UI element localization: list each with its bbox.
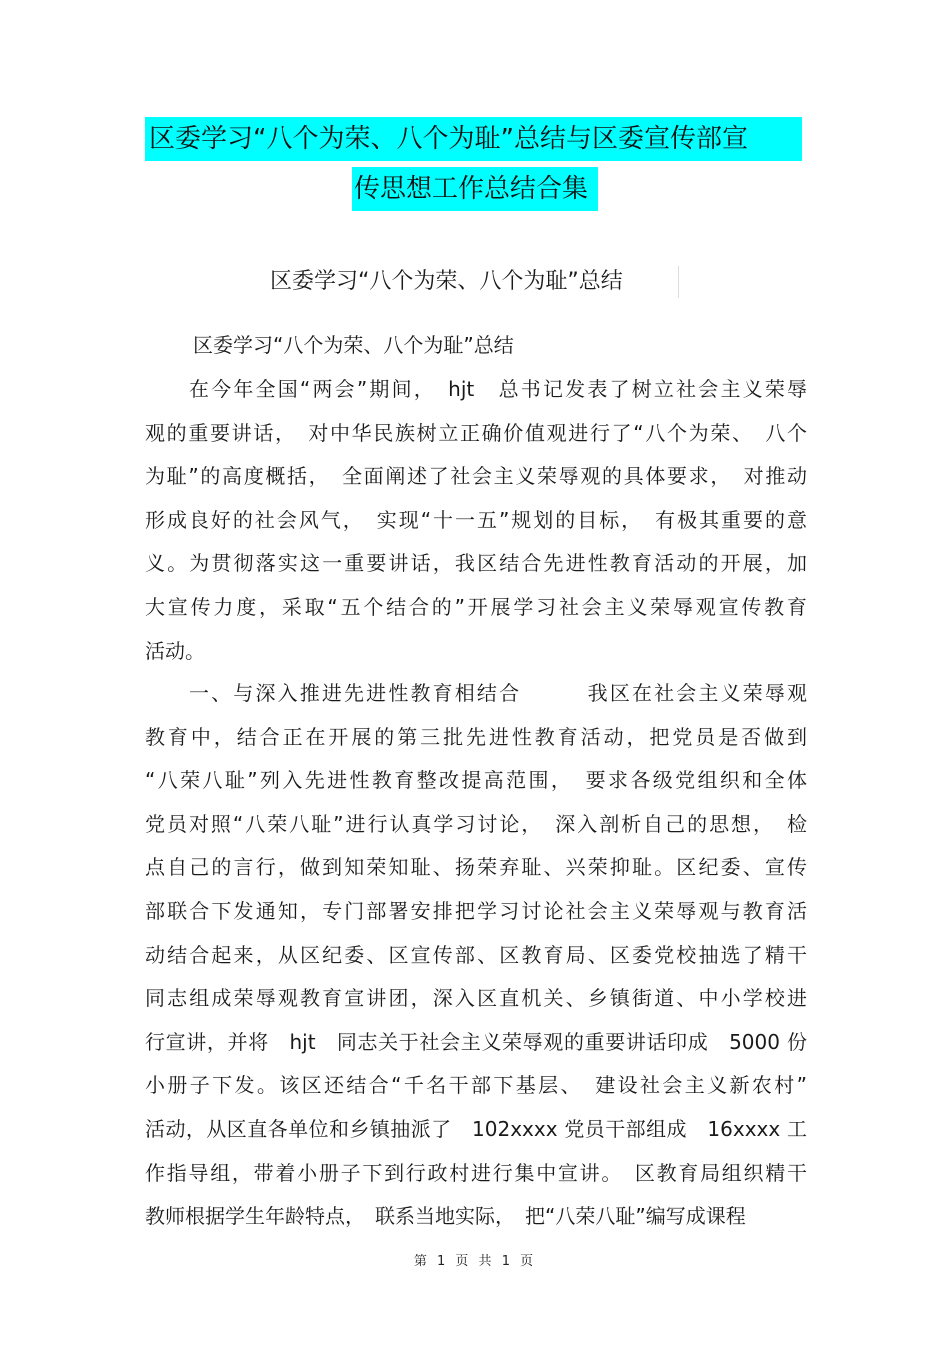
paragraph-2: [145, 672, 807, 1239]
text-line: 活动。: [145, 638, 205, 663]
text-line: 部联合下发通知，专门部署安排把学习讨论社会主义荣辱观与教育活: [145, 898, 807, 923]
document-title-line-2: 传思想工作总结合集: [352, 167, 598, 211]
text-line: 在今年全国“两会”期间， hjt 总书记发表了树立社会主义荣辱: [189, 377, 807, 401]
text-line: 一、与深入推进先进性教育相结合 我区在社会主义荣辱观: [189, 681, 807, 705]
text-line: 党员对照“八荣八耻”进行认真学习讨论， 深入剖析自己的思想， 检: [145, 811, 807, 836]
subtitle-divider: [678, 266, 679, 298]
text-line: 动结合起来，从区纪委、区宣传部、区教育局、区委党校抽选了精干: [145, 942, 807, 967]
section-heading: 区委学习“八个为荣、八个为耻”总结: [193, 333, 514, 357]
text-line: 点自己的言行，做到知荣知耻、扬荣弃耻、兴荣抑耻。区纪委、宣传: [145, 855, 807, 880]
text-line: 形成良好的社会风气， 实现“十一五”规划的目标， 有极其重要的意: [145, 507, 807, 532]
text-line: “八荣八耻”列入先进性教育整改提高范围， 要求各级党组织和全体: [145, 768, 807, 793]
text-line: 教师根据学生年龄特点， 联系当地实际， 把“八荣八耻”编写成课程: [145, 1204, 746, 1229]
text-line: 大宣传力度，采取“五个结合的”开展学习社会主义荣辱观宣传教育: [145, 594, 807, 619]
paragraph-1: [145, 368, 807, 673]
text-line: 观的重要讲话， 对中华民族树立正确价值观进行了“八个为荣、 八个: [145, 420, 807, 445]
document-subtitle: 区委学习“八个为荣、八个为耻”总结: [270, 269, 623, 294]
text-line: 为耻”的高度概括， 全面阐述了社会主义荣辱观的具体要求， 对推动: [145, 464, 807, 489]
text-line: 义。为贯彻落实这一重要讲话，我区结合先进性教育活动的开展，加: [145, 551, 807, 576]
text-line: 活动，从区直各单位和乡镇抽派了 102xxxx 党员干部组成 16xxxx 工: [145, 1116, 807, 1141]
text-line: 同志组成荣辱观教育宣讲团，深入区直机关、乡镇街道、中小学校进: [145, 986, 807, 1011]
text-line: 教育中，结合正在开展的第三批先进性教育活动，把党员是否做到: [145, 724, 807, 749]
text-line: 作指导组，带着小册子下到行政村进行集中宣讲。 区教育局组织精干: [145, 1160, 807, 1185]
document-title-line-1: 区委学习“八个为荣、八个为耻”总结与区委宣传部宣: [145, 117, 802, 161]
text-line: 行宣讲，并将 hjt 同志关于社会主义荣辱观的重要讲话印成 5000 份: [145, 1029, 807, 1054]
text-line: 小册子下发。该区还结合“千名干部下基层、 建设社会主义新农村”: [145, 1073, 807, 1098]
page-footer: 第 1 页 共 1 页: [413, 1254, 537, 1269]
